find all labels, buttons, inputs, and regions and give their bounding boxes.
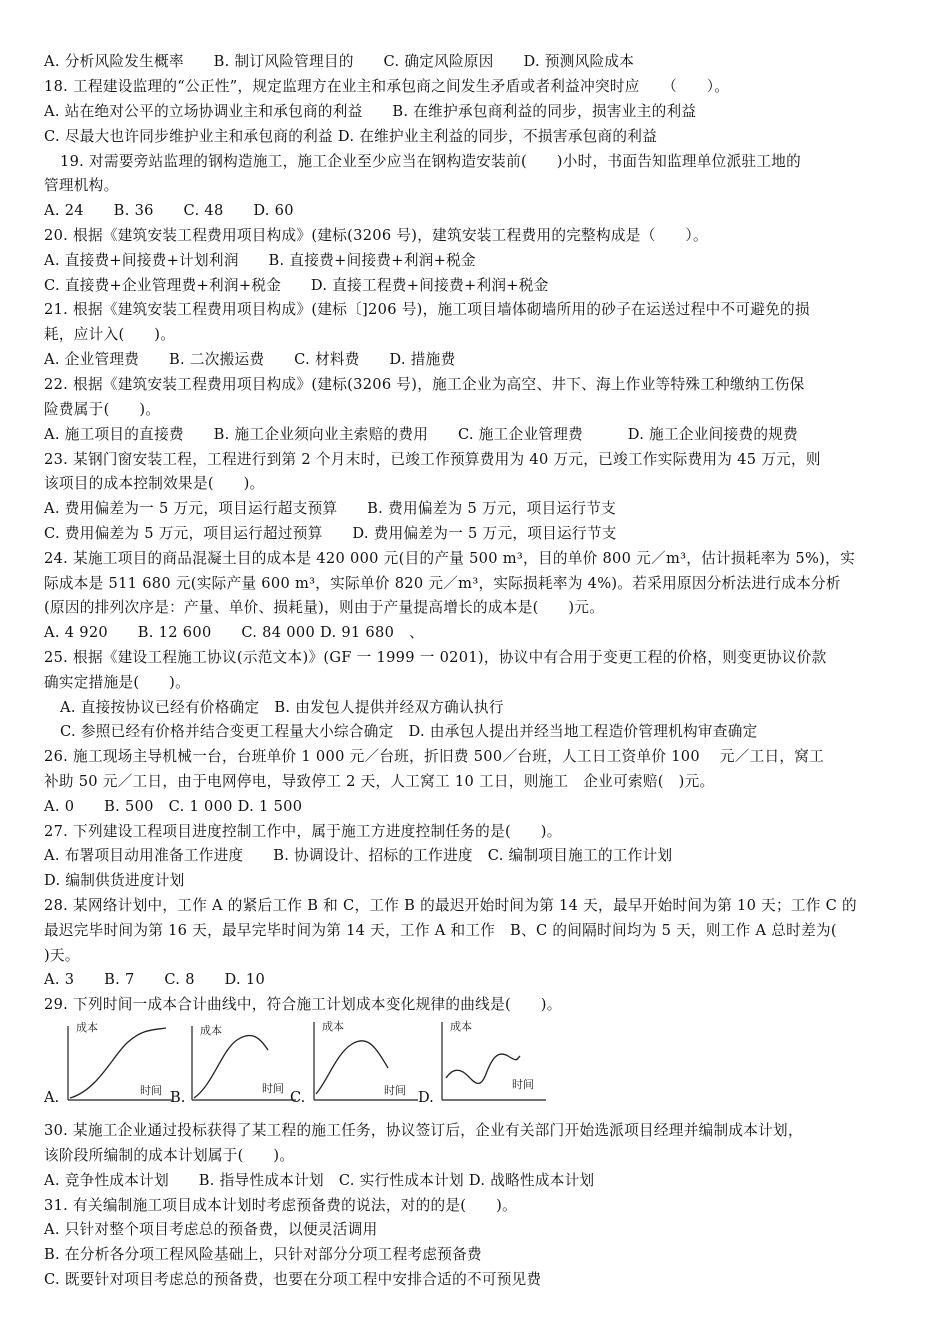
- q25-stem-line2: 确实定措施是( )。: [44, 674, 191, 691]
- q29-option-a-chart: [58, 1020, 176, 1106]
- q22-options: A. 施工项目的直接费 B. 施工企业须向业主索赔的费用 C. 施工企业管理费 D. 施工企业间接费的规费: [44, 426, 799, 443]
- peak-curve-line: [316, 1041, 388, 1094]
- q17-options: A. 分析风险发生概率 B. 制订风险管理目的 C. 确定风险原因 D. 预测风险成本: [44, 53, 635, 70]
- q29-option-b-letter: B.: [170, 1089, 186, 1106]
- q25-options-ab: A. 直接按协议已经有价格确定 B. 由发包人提供并经双方确认执行: [60, 699, 504, 716]
- q27-option-d: D. 编制供货进度计划: [44, 872, 185, 889]
- q30-stem-line2: 该阶段所编制的成本计划属于( )。: [44, 1147, 295, 1164]
- y-axis-label: 成本: [76, 1021, 98, 1034]
- q29-option-c-letter: C.: [290, 1089, 306, 1106]
- q25-options-cd: C. 参照已经有价格并结合变更工程量大小综合确定 D. 由承包人提出并经当地工程造价管理机构审查确定: [60, 723, 758, 740]
- q20-stem: 20. 根据《建筑安装工程费用项目构成》(建标(3206 号)，建筑安装工程费用的完整构成是（ ）。: [44, 227, 708, 244]
- q24-stem-line2: 际成本是 511 680 元(实际产量 600 m³，实际单价 820 元／m³，实际损耗率为 4%)。若采用原因分析法进行成本分析: [44, 575, 841, 592]
- q23-stem-line1: 23. 某钢门窗安装工程，工程进行到第 2 个月末时，已竣工作预算费用为 40 万元，已竣工作实际费用为 45 万元，则: [44, 451, 821, 468]
- q29-option-c-chart: [304, 1020, 422, 1106]
- q18-options-cd: C. 尽最大也许同步维护业主和承包商的利益 D. 在维护业主利益的同步，不损害承包商的利益: [44, 128, 658, 145]
- q23-options-cd: C. 费用偏差为 5 万元，项目运行超过预算 D. 费用偏差为一 5 万元，项目运行节支: [44, 525, 617, 542]
- q21-stem-line2: 耗，应计入( )。: [44, 326, 176, 343]
- q23-options-ab: A. 费用偏差为一 5 万元，项目运行超支预算 B. 费用偏差为 5 万元，项目运行节支: [44, 500, 617, 517]
- q30-options: A. 竞争性成本计划 B. 指导性成本计划 C. 实行性成本计划 D. 战略性成本计划: [44, 1172, 595, 1189]
- x-axis-label: 时间: [262, 1082, 284, 1095]
- x-axis-label: 时间: [512, 1078, 534, 1091]
- q31-option-b: B. 在分析各分项工程风险基础上，只针对部分分项工程考虑预备费: [44, 1246, 482, 1263]
- q31-option-c: C. 既要针对项目考虑总的预备费，也要在分项工程中安排合适的不可预见费: [44, 1271, 542, 1288]
- wave-curve-line: [446, 1054, 520, 1083]
- q20-options-cd: C. 直接费+企业管理费+利润+税金 D. 直接工程费+间接费+利润+税金: [44, 277, 549, 294]
- q26-stem-line2: 补助 50 元／工日，由于电网停电，导致停工 2 天，人工窝工 10 工日，则施工 企业可索赔( )元。: [44, 773, 715, 790]
- q28-options: A. 3 B. 7 C. 8 D. 10: [44, 971, 266, 988]
- q21-options: A. 企业管理费 B. 二次搬运费 C. 材料费 D. 措施费: [44, 351, 456, 368]
- q27-stem: 27. 下列建设工程项目进度控制工作中，属于施工方进度控制任务的是( )。: [44, 823, 562, 840]
- q18-options-ab: A. 站在绝对公平的立场协调业主和承包商的利益 B. 在维护承包商利益的同步，损害业主的利益: [44, 103, 697, 120]
- q26-options: A. 0 B. 500 C. 1 000 D. 1 500: [44, 798, 303, 815]
- q31-option-a: A. 只针对整个项目考虑总的预备费，以便灵活调用: [44, 1221, 378, 1238]
- q24-stem-line3: (原因的排列次序是：产量、单价、损耗量)，则由于产量提高增长的成本是( )元。: [44, 599, 605, 616]
- q21-stem-line1: 21. 根据《建筑安装工程费用项目构成》(建标〔]206 号)，施工项目墙体砌墙所用的砂子在运送过程中不可避免的损: [44, 301, 810, 318]
- q22-stem-line1: 22. 根据《建筑安装工程费用项目构成》(建标(3206 号)，施工企业为高空、井下、海上作业等特殊工种缴纳工伤保: [44, 376, 805, 393]
- q29-option-d-chart: [432, 1020, 550, 1106]
- q29-option-a-letter: A.: [44, 1089, 60, 1106]
- q24-options: A. 4 920 B. 12 600 C. 84 000 D. 91 680 、: [44, 624, 424, 641]
- q25-stem-line1: 25. 根据《建设工程施工协议(示范文本)》(GF 一 1999 一 0201)，协议中有合用于变更工程的价格，则变更协议价款: [44, 649, 827, 666]
- rise-fall-curve-line: [194, 1035, 268, 1098]
- q29-option-d-letter: D.: [418, 1089, 434, 1106]
- y-axis-label: 成本: [322, 1020, 344, 1033]
- q20-options-ab: A. 直接费+间接费+计划利润 B. 直接费+间接费+利润+税金: [44, 252, 476, 269]
- q28-stem-line3: )天。: [44, 947, 80, 964]
- q23-stem-line2: 该项目的成本控制效果是( )。: [44, 475, 265, 492]
- q19-stem-line1: 19. 对需要旁站监理的钢构造施工，施工企业至少应当在钢构造安装前( )小时，书面告知监理单位派驻工地的: [60, 153, 802, 170]
- q18-stem: 18. 工程建设监理的“公正性”，规定监理方在业主和承包商之间发生矛盾或者利益冲突时应 （ ）。: [44, 78, 730, 95]
- q27-options-abc: A. 布署项目动用准备工作进度 B. 协调设计、招标的工作进度 C. 编制项目施工的工作计划: [44, 847, 673, 864]
- q28-stem-line1: 28. 某网络计划中，工作 A 的紧后工作 B 和 C，工作 B 的最迟开始时间为第 14 天，最早开始时间为第 10 天；工作 C 的: [44, 897, 857, 914]
- q26-stem-line1: 26. 施工现场主导机械一台，台班单价 1 000 元／台班，折旧费 500／台班，人工日工资单价 100 元／工日，窝工: [44, 748, 825, 765]
- q29-option-b-chart: [182, 1020, 300, 1106]
- q19-stem-line2: 管理机构。: [44, 177, 119, 194]
- x-axis-label: 时间: [384, 1084, 406, 1097]
- q29-stem: 29. 下列时间一成本合计曲线中，符合施工计划成本变化规律的曲线是( )。: [44, 996, 562, 1013]
- q30-stem-line1: 30. 某施工企业通过投标获得了某工程的施工任务，协议签订后，企业有关部门开始选派项目经理并编制成本计划，: [44, 1122, 803, 1139]
- q28-stem-line2: 最迟完毕时间为第 16 天，最早完毕时间为第 14 天，工作 A 和工作 B、C 的间隔时间均为 5 天，则工作 A 总时差为(: [44, 922, 837, 939]
- q22-stem-line2: 险费属于( )。: [44, 401, 161, 418]
- y-axis-label: 成本: [200, 1024, 222, 1037]
- y-axis-label: 成本: [450, 1020, 472, 1033]
- q19-options: A. 24 B. 36 C. 48 D. 60: [44, 202, 294, 219]
- q24-stem-line1: 24. 某施工项目的商品混凝土目的成本是 420 000 元(目的产量 500 m³，目的单价 800 元／m³，估计损耗率为 5%)，实: [44, 550, 855, 567]
- x-axis-label: 时间: [140, 1084, 162, 1097]
- q31-stem: 31. 有关编制施工项目成本计划时考虑预备费的说法，对的的是( )。: [44, 1197, 517, 1214]
